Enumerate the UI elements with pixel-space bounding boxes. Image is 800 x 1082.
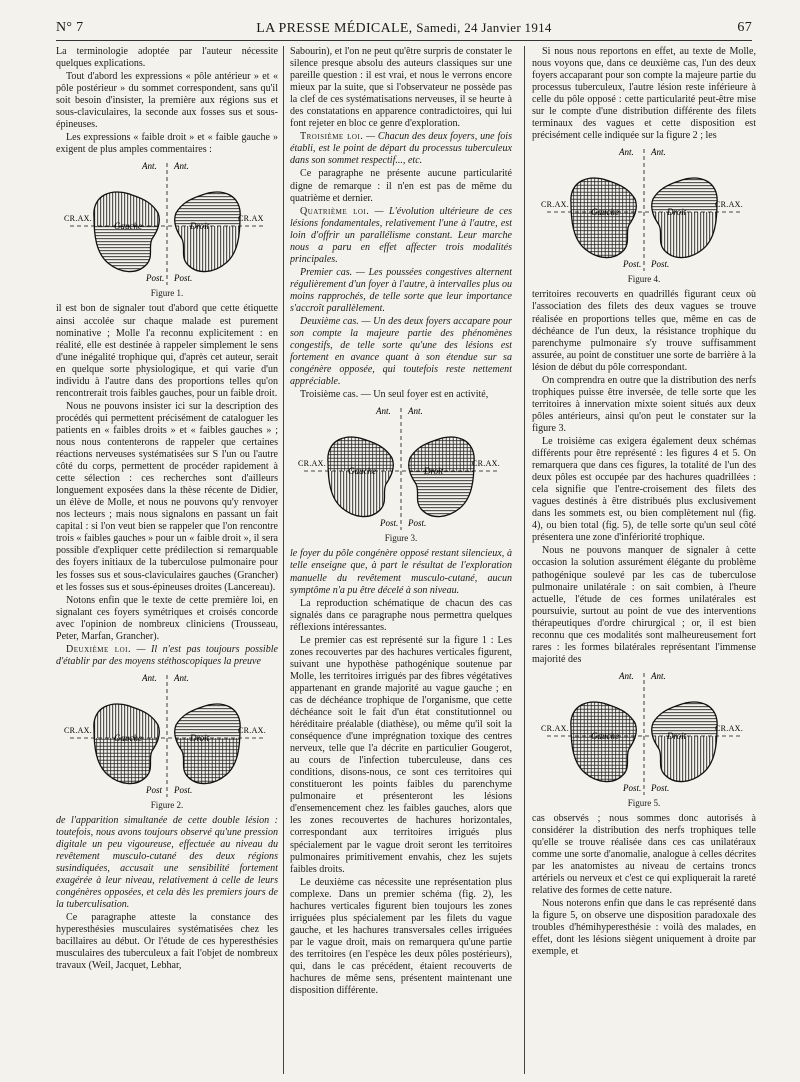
- paragraph: Nous noterons enfin que dans le cas représenté dans la figure 5, on observe une disposition paradoxale des troubles d'hémihyperesthésie : voilà des malades, en effet, dont les lésions siègent uniquement à droite par exemple, et: [532, 898, 756, 958]
- paragraph: Si nous nous reportons en effet, au texte de Molle, nous voyons que, dans ce deuxième cas, l'un des deux foyers accaparant pour son compte la majeure partie du processus tuberculeux, l'autre lésion reste inférieure à celle du pôle opposé : cette particularité peut-être mise sur le compte d'une distribution différente des filets terminaux des vagues et cette disposition est précisément celle indiquée sur la figure 2 ; les: [532, 46, 756, 142]
- paragraph: de l'apparition simultanée de cette double lésion : toutefois, nous avons toujours observé qu'une pression digitale un peu vigoureuse, effectuée au niveau du revêtement musculo-cutané des deux régions susindiquées, accusait une sensibilité fortement exagérée à leur niveau, relativement à celle de leurs congénères opposées, et cela dès les premiers jours de la tuberculisation.: [56, 814, 278, 911]
- paragraph: Le premier cas est représenté sur la figure 1 : Les zones recouvertes par des hachures verticales figurent, suivant une hypothèse pathogénique soutenue par Molle, les territoires irrigués par des fibres végétatives appartenant en grande majorité au vague gauche ; en cas de déchéance trophique de l'organisme, que cette déchéance soit le fait d'un état constitutionnel ou héréditaire préalable (diathèse), ou même qu'il soit la conséquence d'une imprégnation toxique des centres nerveux, telle que l'a décrite en particulier Gougerot, au cours de l'infection tuberculeuse, dans ces conditions, disons-nous, ce sont ces territoires qui constitueront les points faibles du parenchyme pulmonaire et présenteront les lésions d'ensemencement chez les faibles gauches, alors que les zones recouvertes de hachures horizontales, correspondant aux territoires irrigués plus spécialement par le vague droit seront les territoires pulmonaires primitivement envahis, chez les sujets faibles droits.: [290, 634, 512, 875]
- figure-caption: Figure 5.: [627, 797, 661, 808]
- label-post: Post.: [380, 518, 399, 529]
- figure-1: [56, 159, 278, 299]
- column-rule: [524, 46, 525, 1074]
- journal-masthead: [56, 20, 752, 37]
- figure-3: [290, 404, 512, 544]
- label-ant: Ant.: [619, 670, 634, 681]
- figure-4-diagram: [539, 145, 749, 273]
- figure-caption: Figure 3.: [384, 533, 418, 544]
- label-crax: CR.AX.: [715, 723, 744, 733]
- figure-1-diagram: [62, 159, 272, 287]
- paragraph: Nous ne pouvons insister ici sur la description des procédés qui permettent précisément de cataloguer les patients en « faibles droits » et « faibles gauches » ; nous nous contenterons de rappeler que certaines réactions nerveuses systématisées sur S l'un ou l'autre côté du corps, permettent de procéder rapidement à cette sélection : ces recherches sont d'ailleurs longuement exposées dans la thèse récente de Didier, un élève de Molle, et nous ne pouvons qu'y renvoyer nos lecteurs ; mais nous signalons en passant un fait capital : si l'on veut bien se rappeler que l'on rencontre trois « faibles gauches » pour un « faible droit », il sera possible d'expliquer cette prédilection si remarquable des foyers initiaux de la tuberculose pulmonaire pour les fosses sus et sous-claviculaires gauches (Grancher) et les fosses sus et sous-épineuses droites (Lancereau).: [56, 400, 278, 593]
- label-ant: Ant.: [408, 406, 423, 417]
- paragraph: Les expressions « faible droit » et « faible gauche » exigent de plus amples commentaires :: [56, 132, 278, 156]
- label-post: Post.: [623, 782, 642, 793]
- label-crax: CR.AX.: [541, 723, 570, 733]
- column-rule: [283, 46, 284, 1074]
- label-ant: Ant.: [142, 672, 157, 683]
- figure-2: [56, 671, 278, 811]
- label-crax: CR.AX.: [64, 725, 93, 735]
- label-ant: Ant.: [142, 161, 157, 172]
- figure-caption: Figure 1.: [150, 288, 184, 299]
- issue-date: Samedi, 24 Janvier 1914: [416, 20, 552, 35]
- law-paragraph: [290, 131, 512, 167]
- law-text: — L'évolution ultérieure de ces lésions fondamentales, relativement l'une à l'autre, est loin d'offrir un parallélisme constant. Leur marche nous a paru en effet affecter trois modalités principales.: [290, 205, 512, 265]
- label-droit: Droit: [667, 730, 687, 741]
- paragraph: La terminologie adoptée par l'auteur nécessite quelques explications.: [56, 46, 278, 70]
- column-3: [532, 46, 756, 1074]
- paragraph: On comprendra en outre que la distribution des nerfs trophiques puisse être inversée, de telle sorte que les territoires à innervation mixte soient situés aux deux pôles antérieurs, ainsi qu'on peut le constater sur la figure 3.: [532, 374, 756, 434]
- figure-caption: Figure 2.: [150, 799, 184, 810]
- column-2: [290, 46, 512, 1074]
- label-post: Post.: [146, 273, 165, 284]
- paragraph: Troisième cas. — Un seul foyer est en activité,: [300, 389, 489, 401]
- label-gauche: Gauche: [591, 207, 619, 218]
- paragraph: Nous ne pouvons manquer de signaler à cette occasion la solution assurément élégante du problème pathogénique soulevé par les cas de tuberculose pulmonaire unilatérale : on sait combien, à l'heure actuelle, l'étude de ces formes unilatérales est poursuivie, surtout au point de vue des interventions thérapeutiques d'ordre chirurgical ; or, il est bien reconnu que ces modalités sont malheureusement fort rares : les formes bilatérales représentant l'immense majorité des: [532, 545, 756, 665]
- paragraph: Le deuxième cas nécessite une représentation plus complexe. Dans un premier schéma (fig. 2), les hachures verticales figurent bien toujours les zones irriguées plus spécialement par les filets du vague gauche, et les hachures transversales celles irriguées par le vague droit, mais on remarquera qu'une partie des territoires (en l'espèce les deux pôles postérieurs), qui, dans le cas précédent, étaient recouverts de hachures de même sens, présentent maintenant une disposition différente.: [290, 876, 512, 997]
- label-crax: CR.AX.: [298, 459, 327, 469]
- label-ant: Ant.: [174, 161, 189, 172]
- paragraph: Notons enfin que le texte de cette première loi, en signalant ces foyers symétriques et croisés concorde avec l'opinion de nombreux cliniciens (Trousseau, Peter, Marfan, Grancher).: [56, 594, 278, 642]
- law-paragraph: [56, 644, 278, 668]
- label-droit: Droit: [190, 221, 210, 232]
- label-ant: Ant.: [619, 147, 634, 158]
- paragraph: Sabourin), et l'on ne peut qu'être surpris de constater le silence presque absolu des auteurs classiques sur une pareille question : il est vrai, et nous le verrons encore mieux par la suite, que si l'observateur ne possède pas la clef de ces systématisations nerveuses, il se heurte à des constatations en apparence contradictoires, qui lui font rejeter en bloc ce genre d'exploration.: [290, 46, 512, 130]
- figure-caption: Figure 4.: [627, 274, 661, 285]
- paragraph: Deuxième cas. — Un des deux foyers accapare pour son compte la majeure partie des phénomènes congestifs, de telle sorte qu'une des lésions est fortement en avance quant à son étendue sur sa congénère opposée, qui toutefois reste nettement appréciable.: [290, 316, 512, 388]
- law-paragraph: [290, 206, 512, 266]
- label-gauche: Gauche: [591, 730, 619, 741]
- label-gauche: Gauche: [348, 466, 376, 477]
- label-ant: Ant.: [174, 672, 189, 683]
- label-gauche: Gauche: [114, 732, 142, 743]
- paragraph: cas observés ; nous sommes donc autorisés à considérer la distribution des nerfs trophiques telle qu'elle se trouve réalisée dans ces cas unilatéraux comme une sorte d'anomalie, analogue à celles décrites par les anatomistes au niveau de certains troncs artériels ou nerveux et c'est ce qui expliquerait la rareté relative des formes de cette nature.: [532, 812, 756, 897]
- law-heading: Deuxième loi.: [66, 643, 131, 655]
- label-ant: Ant.: [376, 406, 391, 417]
- label-crax: CR.AX.: [715, 200, 744, 210]
- law-heading: Quatrième loi.: [300, 205, 370, 217]
- label-post: Post.: [651, 782, 670, 793]
- law-text: — Chacun des deux foyers, une fois établi, est le point de départ du processus tuberculeux dans son sommet respectif..., etc.: [290, 131, 512, 167]
- label-post: Post.: [651, 259, 670, 270]
- label-crax: CR.AX: [238, 214, 264, 224]
- page-header: [56, 14, 752, 41]
- label-crax: CR.AX.: [541, 200, 570, 210]
- paragraph: La reproduction schématique de chacun des cas signalés dans ce paragraphe nous permettra quelques réflexions intéressantes.: [290, 597, 512, 633]
- paragraph: Premier cas. — Les poussées congestives alternent régulièrement d'un foyer à l'autre, à intervalles plus ou moins rapprochés, de telle sorte que leur importance s'accroît parallèlement.: [290, 266, 512, 314]
- label-gauche: Gauche: [114, 221, 142, 232]
- figure-5-diagram: [539, 669, 749, 797]
- label-post: Post.: [174, 784, 193, 795]
- figure-3-diagram: [296, 404, 506, 532]
- label-crax: CR.AX.: [238, 725, 267, 735]
- paragraph: Tout d'abord les expressions « pôle antérieur » et « pôle postérieur » du sommet correspondent, sans qu'il soit besoin d'insister, la première aux régions sus et sous-claviculaires, la seconde aux fosses sus et sous-épineuses.: [56, 71, 278, 131]
- paragraph: Ce paragraphe atteste la constance des hyperesthésies musculaires systématisées chez les bacillaires au début. Or l'étude de ces hyperesthésies musculaires des tuberculeux a fait l'objet de nombreux travaux (Weil, Jacquet, Lebhar,: [56, 912, 278, 972]
- label-post: Post.: [174, 273, 193, 284]
- page-number: 67: [737, 20, 752, 35]
- label-crax: CR.AX.: [64, 214, 93, 224]
- law-heading: Troisième loi.: [300, 131, 364, 143]
- label-ant: Ant.: [651, 147, 666, 158]
- paragraph: territoires recouverts en quadrillés figurant ceux où l'association des filets des deux vagues se trouve réalisée en proportions telles que, même en cas de déchéance de l'un deux, la résistance trophique du parenchyme pulmonaire s'y trouve suffisamment assurée, au point de constituer une sorte de barrière à la lésion de début du pôle correspondant.: [532, 289, 756, 373]
- label-ant: Ant.: [651, 670, 666, 681]
- label-post: Post: [146, 784, 163, 795]
- figure-2-diagram: [62, 671, 272, 799]
- figure-4: [532, 145, 756, 285]
- column-1: [56, 46, 278, 1074]
- label-droit: Droit: [667, 207, 687, 218]
- paragraph: Le troisième cas exigera également deux schémas différents pour être représenté : les figures 4 et 5. On remarquera que dans ces figures, la totalité de l'un des deux pôles est occupée par des hachures quadrillées : cela signifie que l'entre-croisement des filets des vagues destinés à être distribués plus exclusivement dans les sommets est, ou bien complètement nul (fig. 4), ou bien total (fig. 5), de telle sorte qu'un seul côté présentera une zone d'infériorité trophique.: [532, 435, 756, 544]
- paragraph: Ce paragraphe ne présente aucune particularité digne de remarque : il n'en est pas de même du quatrième et dernier.: [290, 168, 512, 204]
- label-droit: Droit: [424, 466, 444, 477]
- journal-title: LA PRESSE MÉDICALE,: [256, 21, 413, 36]
- law-text: — Il n'est pas toujours possible d'établir par des moyens stéthoscopiques la preuve: [56, 643, 278, 667]
- label-crax: CR.AX.: [472, 459, 501, 469]
- issue-number: N° 7: [56, 20, 84, 35]
- paragraph: le foyer du pôle congénère opposé restant silencieux, à telle enseigne que, à part le résultat de l'exploration manuelle du revêtement musculo-cutané, aucun symptôme n'a pu être décelé à son niveau.: [290, 548, 512, 596]
- label-post: Post.: [408, 518, 427, 529]
- paragraph: il est bon de signaler tout d'abord que cette étiquette ainsi accolée sur chaque malade est purement nominative ; Molle l'a reconnu explicitement : en réalité, elle est destinée à rappeler simplement le sens d'une inégalité trophique qui, d'après cet auteur, serait en quelque sorte physiologique, et qui varie d'un individu à l'autre dans des proportions telles qu'on rencontrerait trois faibles gauches, pour un faible droit.: [56, 303, 278, 399]
- label-post: Post.: [623, 259, 642, 270]
- label-droit: Droit: [190, 732, 210, 743]
- figure-5: [532, 669, 756, 809]
